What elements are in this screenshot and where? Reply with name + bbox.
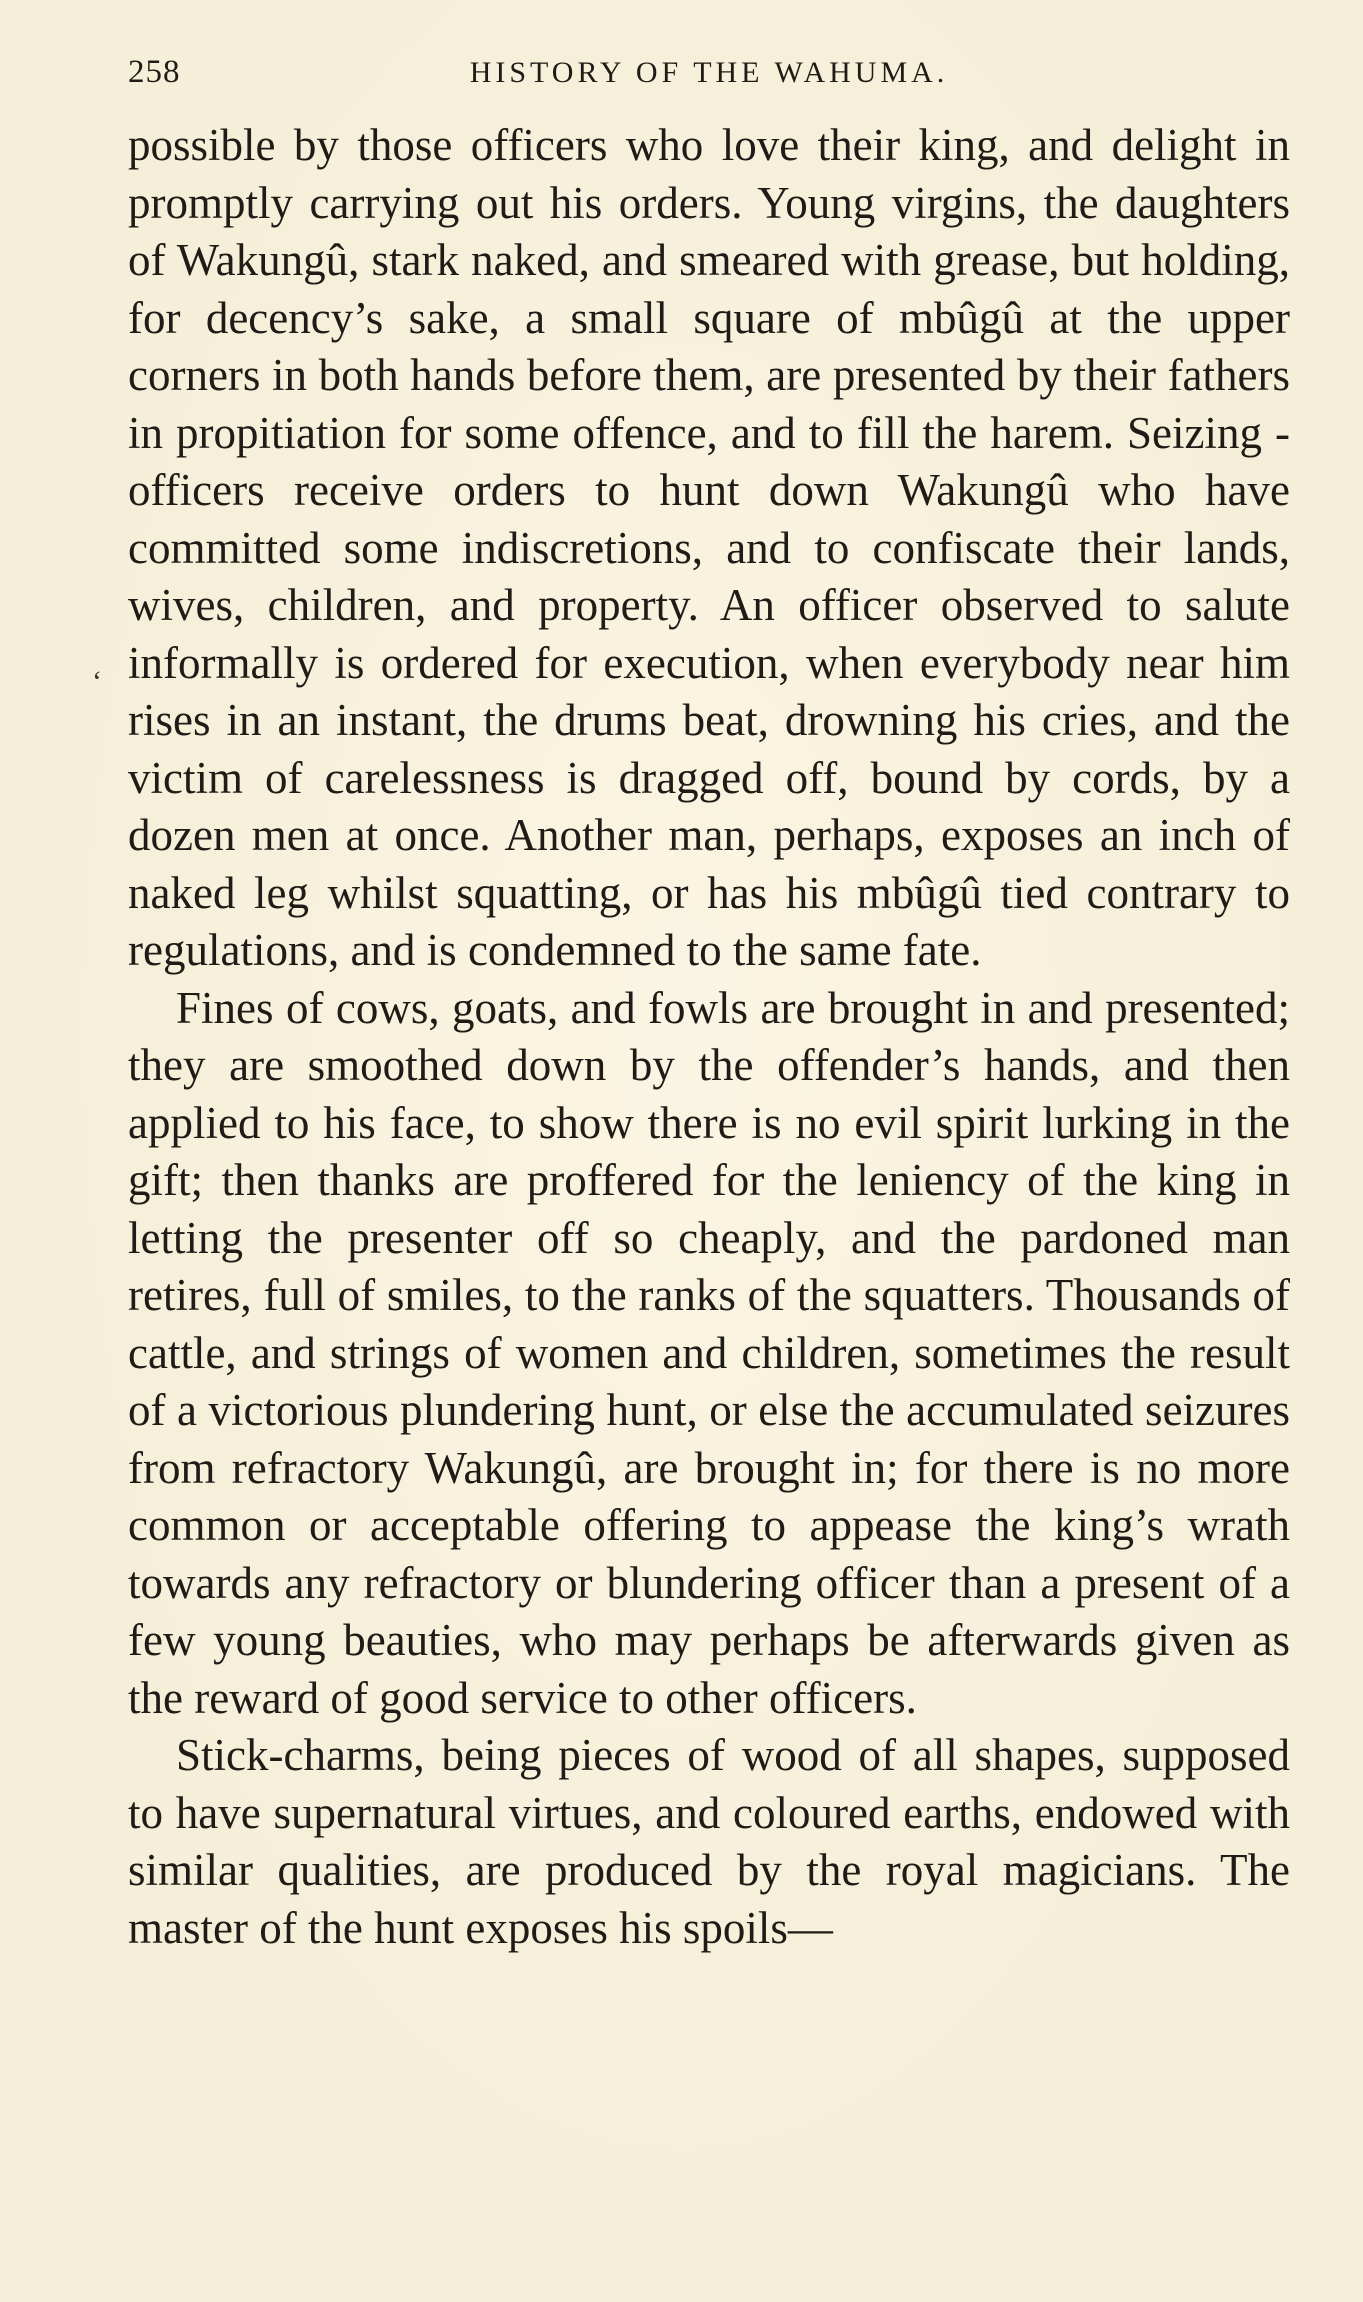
page-header [128, 50, 1290, 110]
running-head: HISTORY OF THE WAHUMA. [469, 56, 949, 89]
paragraph: Stick-charms, being pieces of wood of all shapes, supposed to have supernatural virtues, and coloured earths, endowed with similar qualities, are produced by the royal magicians. The master of the hunt exposes his spoils— [128, 1730, 1290, 1953]
paragraph: Fines of cows, goats, and fowls are brought in and presented; they are smoothed down by the offender’s hands, and then applied to his face, to show there is no evil spirit lurking in the gift; then thanks are proffered for the leniency of the king in letting the presenter off so cheaply, and the pardoned man retires, full of smiles, to the ranks of the squatters. Thousands of cattle, and strings of women and children, sometimes the result of a victorious plundering hunt, or else the accumulated seizures from refractory Wakungû, are brought in; for there is no more common or acceptable offering to appease the king’s wrath towards any refractory or blundering officer than a present of a few young beauties, who may perhaps be afterwards given as the reward of good service to other officers. [128, 982, 1290, 1723]
paragraph: possible by those officers who love their king, and delight in promptly carrying out his orders. Young virgins, the daughters of Wakungû, stark naked, and smeared with grease, but holding, for decency’s sake, a small square of mbûgû at the upper corners in both hands before them, are presented by their fathers in propitiation for some offence, and to fill the harem. Seizing - officers receive orders to hunt down Wakungû who have committed some indiscretions, and to confiscate their lands, wives, children, and property. An officer observed to salute informally is ordered for execution, when everybody near him rises in an instant, the drums beat, drowning his cries, and the victim of carelessness is dragged off, bound by cords, by a dozen men at once. Another man, perhaps, exposes an inch of naked leg whilst squatting, or has his mbûgû tied contrary to regulations, and is condemned to the same fate. [128, 120, 1290, 975]
margin-mark: ‘ [92, 665, 102, 698]
body-text [128, 117, 1290, 1957]
page-number: 258 [128, 54, 181, 90]
